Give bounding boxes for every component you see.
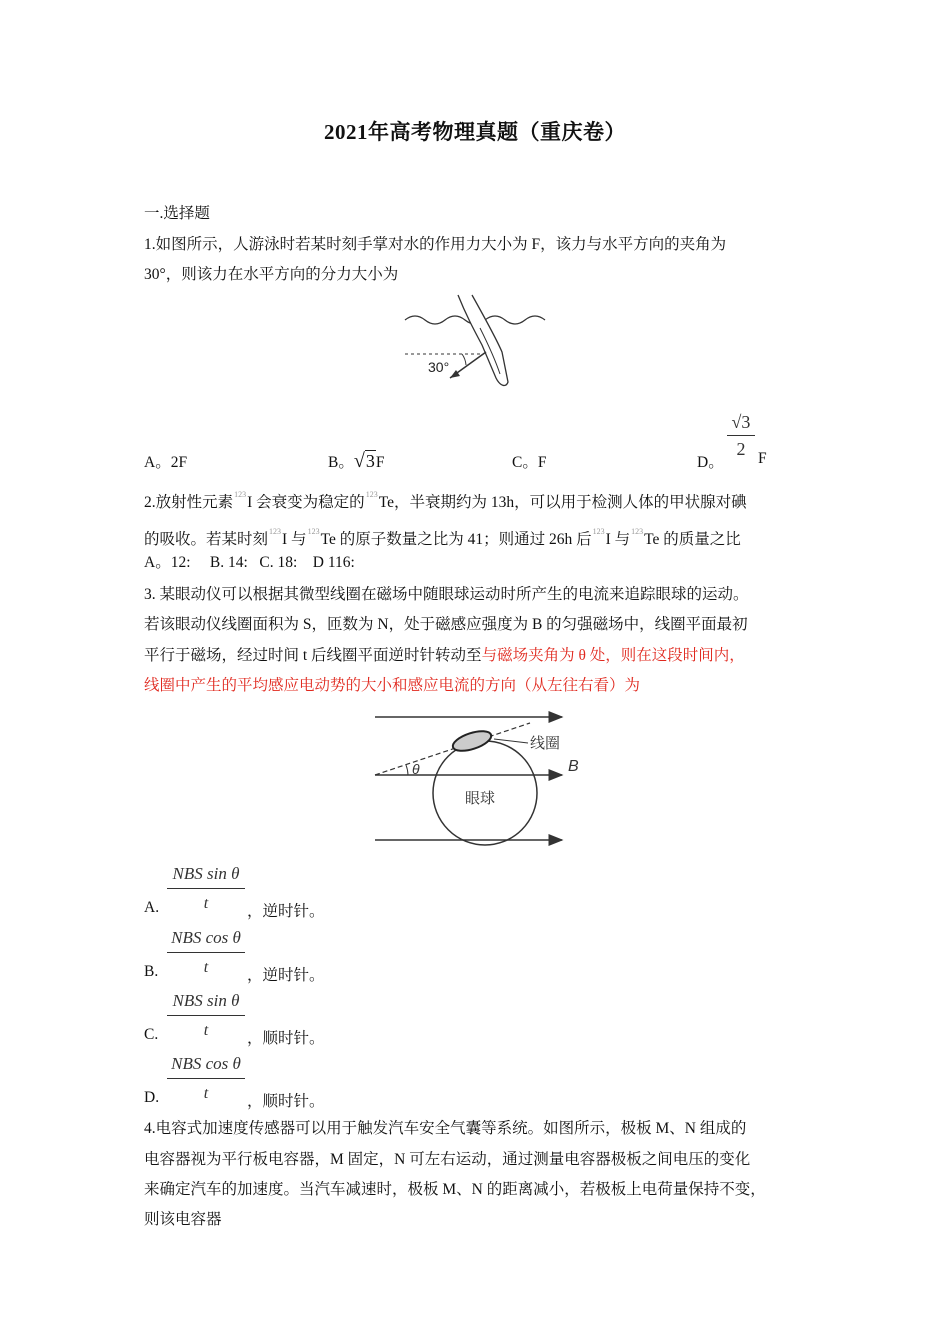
q2-stem-line2: [144, 522, 741, 550]
q3-eye-label: 眼球: [465, 790, 496, 807]
q3-eyeball-coil-figure: [370, 705, 580, 850]
q2-text: 2.放射性元素: [144, 494, 234, 511]
q3-option-a-label: A.: [144, 899, 160, 916]
q1-option-b-radicand: 3: [365, 451, 375, 471]
fraction-denominator: t: [203, 1022, 209, 1039]
q1-option-b-label: B。: [328, 454, 354, 471]
q2-options: A。12: B. 14: C. 18: D 116:: [144, 554, 355, 571]
section-heading: 一.选择题: [144, 205, 210, 222]
q3-stem-line3: [144, 646, 745, 666]
q2-text: I 与: [282, 531, 307, 548]
fraction-numerator: NBS sin θ: [172, 864, 240, 883]
q1-option-a: A。2F: [144, 454, 188, 471]
q3-angle-label: θ: [412, 761, 420, 777]
q3-stem-line2: 若该眼动仪线圈面积为 S，匝数为 N，处于磁感应强度为 B 的匀强磁场中，线圈平面最初: [144, 616, 748, 633]
q1-stem-line1: 1.如图所示，人游泳时若某时刻手掌对水的作用力大小为 F，该力与水平方向的夹角为: [144, 236, 727, 253]
q3-stem-line1: 3. 某眼动仪可以根据其微型线圈在磁场中随眼球运动时所产生的电流来追踪眼球的运动。: [144, 586, 749, 603]
q3-option-a-direction: ，逆时针。: [247, 903, 325, 920]
fraction-denominator: 2: [736, 439, 746, 459]
fraction-denominator: t: [203, 1085, 209, 1102]
q3-option-c-fraction: [167, 991, 245, 1040]
q3-option-a-fraction: [167, 864, 245, 913]
q3-option-c-direction: ，顺时针。: [247, 1030, 325, 1047]
q3-option-d-fraction: [167, 1054, 245, 1103]
q1-angle-label: 30°: [428, 359, 450, 375]
fraction-numerator: √3: [731, 412, 751, 432]
q3-stem-line4: 线圈中产生的平均感应电动势的大小和感应电流的方向（从左往右看）为: [144, 677, 641, 694]
q3-option-d-label: D.: [144, 1089, 160, 1106]
q1-option-c: C。F: [512, 454, 547, 471]
q3-field-label: B: [568, 758, 579, 775]
q2-text: Te，半衰期约为 13h，可以用于检测人体的甲状腺对碘: [378, 494, 747, 511]
mass-number: 123: [631, 527, 644, 536]
q1-option-d-label: D。: [697, 454, 724, 471]
fraction-numerator: NBS cos θ: [171, 1054, 241, 1073]
q3-option-b-fraction: [167, 928, 245, 977]
q4-stem-line3: 来确定汽车的加速度。当汽车减速时，极板 M、N 的距离减小，若极板上电荷量保持不变，: [144, 1181, 766, 1198]
q1-swimming-hand-figure: [400, 290, 550, 400]
fraction-numerator: NBS cos θ: [171, 928, 241, 947]
q1-option-b-unit: F: [375, 454, 385, 471]
mass-number: 123: [592, 527, 605, 536]
q1-option-d-fraction: [727, 412, 755, 460]
q2-text: 的吸收。若某时刻: [144, 531, 269, 548]
sqrt-symbol: √: [353, 450, 365, 472]
q2-text: I 会衰变为稳定的: [247, 494, 365, 511]
fraction-numerator: NBS sin θ: [172, 991, 240, 1010]
fraction-denominator: t: [203, 959, 209, 976]
q2-text: Te 的原子数量之比为 41；则通过 26h 后: [320, 531, 592, 548]
q3-text: 平行于磁场，经过时间 t 后线圈平面逆时针转动至: [144, 647, 482, 664]
q1-stem-line2: 30°，则该力在水平方向的分力大小为: [144, 266, 399, 283]
q4-stem-line1: 4.电容式加速度传感器可以用于触发汽车安全气囊等系统。如图所示，极板 M、N 组成的: [144, 1120, 747, 1137]
mass-number: 123: [307, 527, 320, 536]
q2-text: Te 的质量之比: [644, 531, 741, 548]
mass-number: 123: [269, 527, 282, 536]
q1-option-d-unit: F: [758, 450, 767, 467]
q3-option-b-direction: ，逆时针。: [247, 967, 325, 984]
q2-stem-line1: [144, 485, 747, 513]
q3-option-d-direction: ，顺时针。: [247, 1093, 325, 1110]
q4-stem-line2: 电容器视为平行板电容器，M 固定，N 可左右运动，通过测量电容器极板之间电压的变化: [144, 1151, 751, 1168]
q4-stem-line4: 则该电容器: [144, 1211, 222, 1228]
q3-highlighted-text: 与磁场夹角为 θ 处，则在这段时间内，: [481, 647, 745, 664]
q3-option-b-label: B.: [144, 963, 159, 980]
q3-option-c-label: C.: [144, 1026, 159, 1043]
q3-coil-label: 线圈: [530, 735, 561, 752]
page-title: 2021年高考物理真题（重庆卷）: [324, 120, 626, 144]
mass-number: 123: [234, 490, 247, 499]
mass-number: 123: [365, 490, 378, 499]
q1-option-b: [328, 450, 384, 473]
fraction-denominator: t: [203, 895, 209, 912]
q2-text: I 与: [605, 531, 631, 548]
